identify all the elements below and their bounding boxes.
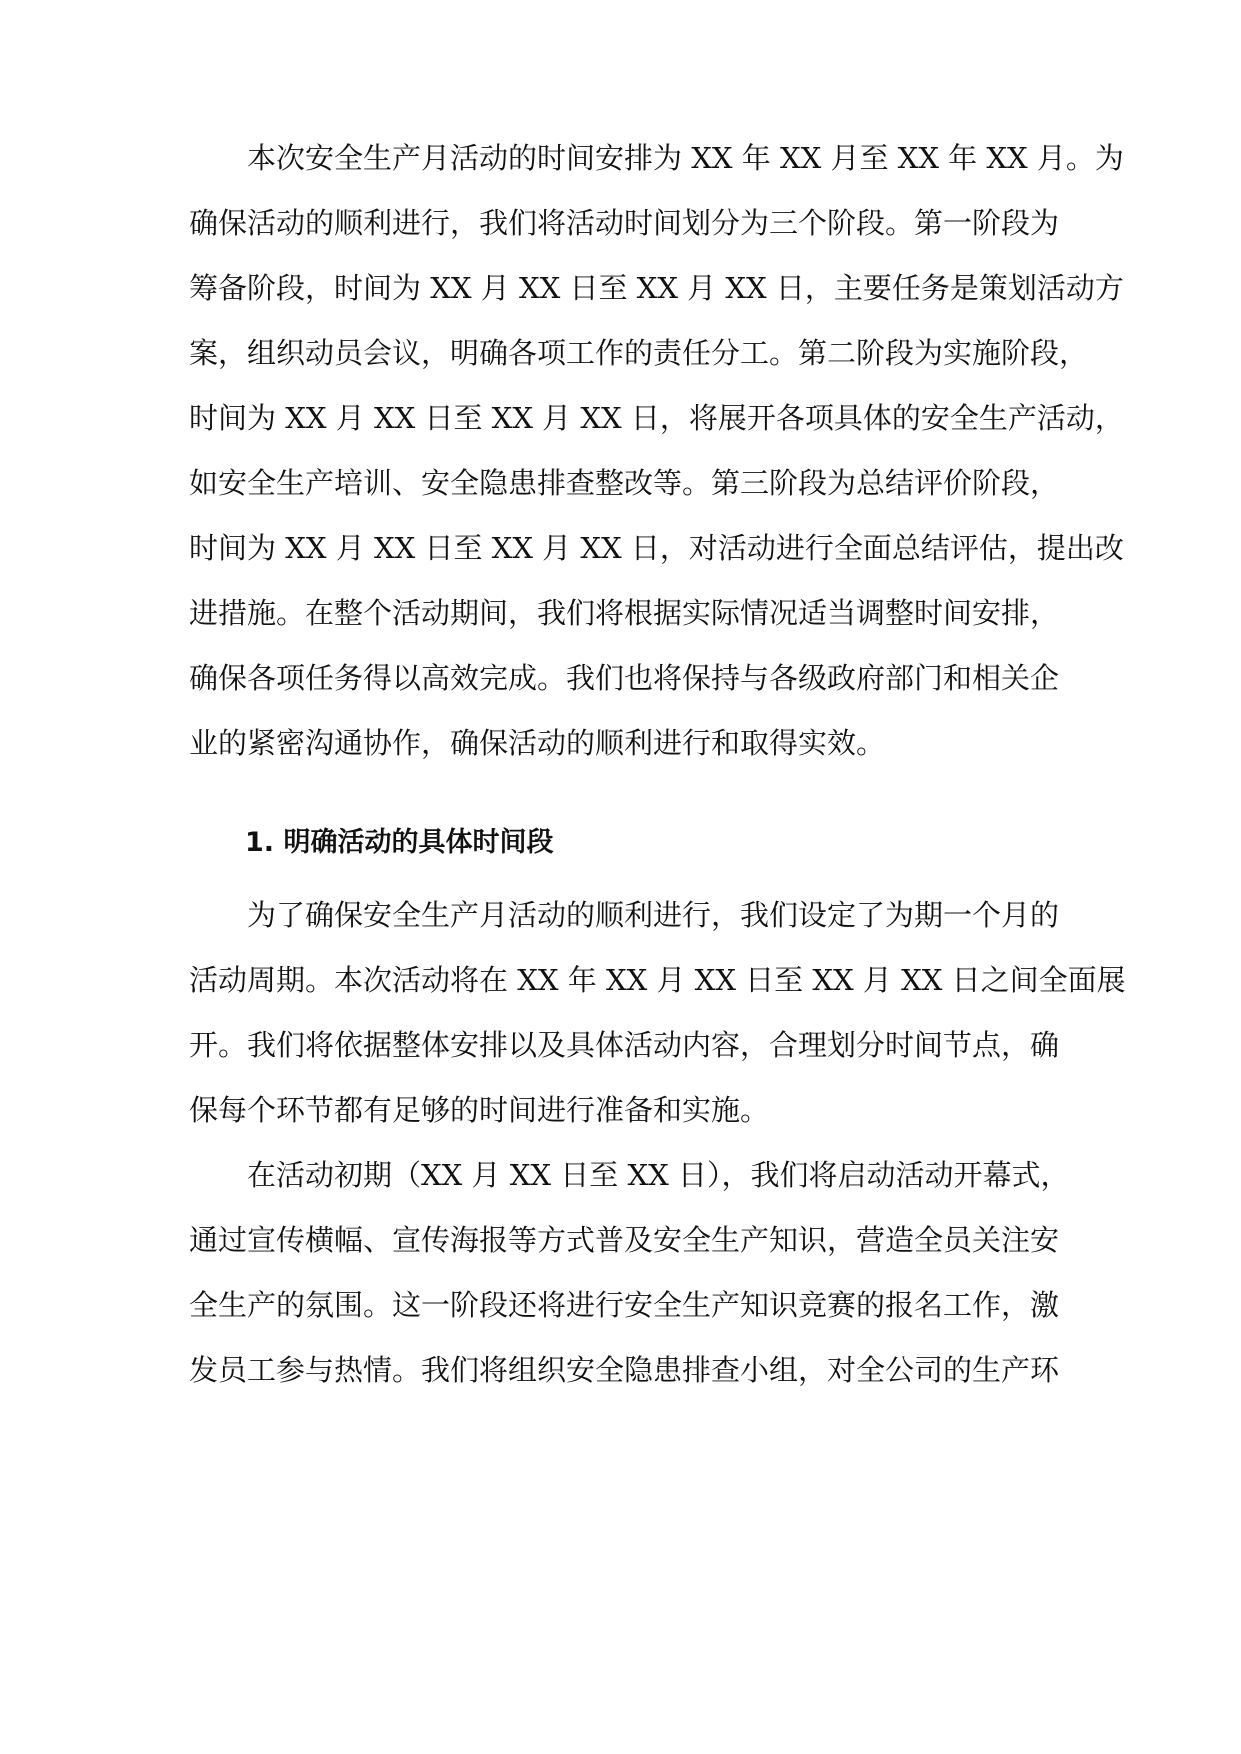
paragraph-1-line-7: 时间为 XX 月 XX 日至 XX 月 XX 日，对活动进行全面总结评估，提出改 — [189, 531, 1124, 565]
paragraph-2-line-3: 开。我们将依据整体安排以及具体活动内容，合理划分时间节点，确 — [189, 1028, 1060, 1062]
paragraph-3-line-2: 通过宣传横幅、宣传海报等方式普及安全生产知识，营造全员关注安 — [189, 1223, 1060, 1257]
paragraph-2-line-1: 为了确保安全生产月活动的顺利进行，我们设定了为期一个月的 — [247, 898, 1060, 932]
paragraph-1-line-2: 确保活动的顺利进行，我们将活动时间划分为三个阶段。第一阶段为 — [189, 206, 1060, 240]
paragraph-2-line-2: 活动周期。本次活动将在 XX 年 XX 月 XX 日至 XX 月 XX 日之间全面展 — [189, 963, 1126, 997]
paragraph-1-line-10: 业的紧密沟通协作，确保活动的顺利进行和取得实效。 — [189, 726, 886, 760]
paragraph-3-line-4: 发员工参与热情。我们将组织安全隐患排查小组，对全公司的生产环 — [189, 1353, 1060, 1387]
paragraph-1-line-5: 时间为 XX 月 XX 日至 XX 月 XX 日，将展开各项具体的安全生产活动， — [189, 401, 1124, 435]
paragraph-1-line-8: 进措施。在整个活动期间，我们将根据实际情况适当调整时间安排， — [189, 596, 1060, 630]
paragraph-1-line-4: 案，组织动员会议，明确各项工作的责任分工。第二阶段为实施阶段， — [189, 336, 1089, 370]
paragraph-1-line-9: 确保各项任务得以高效完成。我们也将保持与各级政府部门和相关企 — [189, 661, 1060, 695]
paragraph-3-line-3: 全生产的氛围。这一阶段还将进行安全生产知识竞赛的报名工作，激 — [189, 1288, 1060, 1322]
paragraph-2-line-4: 保每个环节都有足够的时间进行准备和实施。 — [189, 1093, 770, 1127]
paragraph-1-line-3: 筹备阶段，时间为 XX 月 XX 日至 XX 月 XX 日，主要任务是策划活动方 — [189, 271, 1124, 305]
paragraph-1-line-1: 本次安全生产月活动的时间安排为 XX 年 XX 月至 XX 年 XX 月。为 — [247, 141, 1124, 175]
paragraph-1-line-6: 如安全生产培训、安全隐患排查整改等。第三阶段为总结评价阶段， — [189, 466, 1060, 500]
paragraph-3-line-1: 在活动初期（XX 月 XX 日至 XX 日），我们将启动活动开幕式， — [247, 1158, 1070, 1192]
section-heading: 1. 明确活动的具体时间段 — [245, 827, 554, 858]
